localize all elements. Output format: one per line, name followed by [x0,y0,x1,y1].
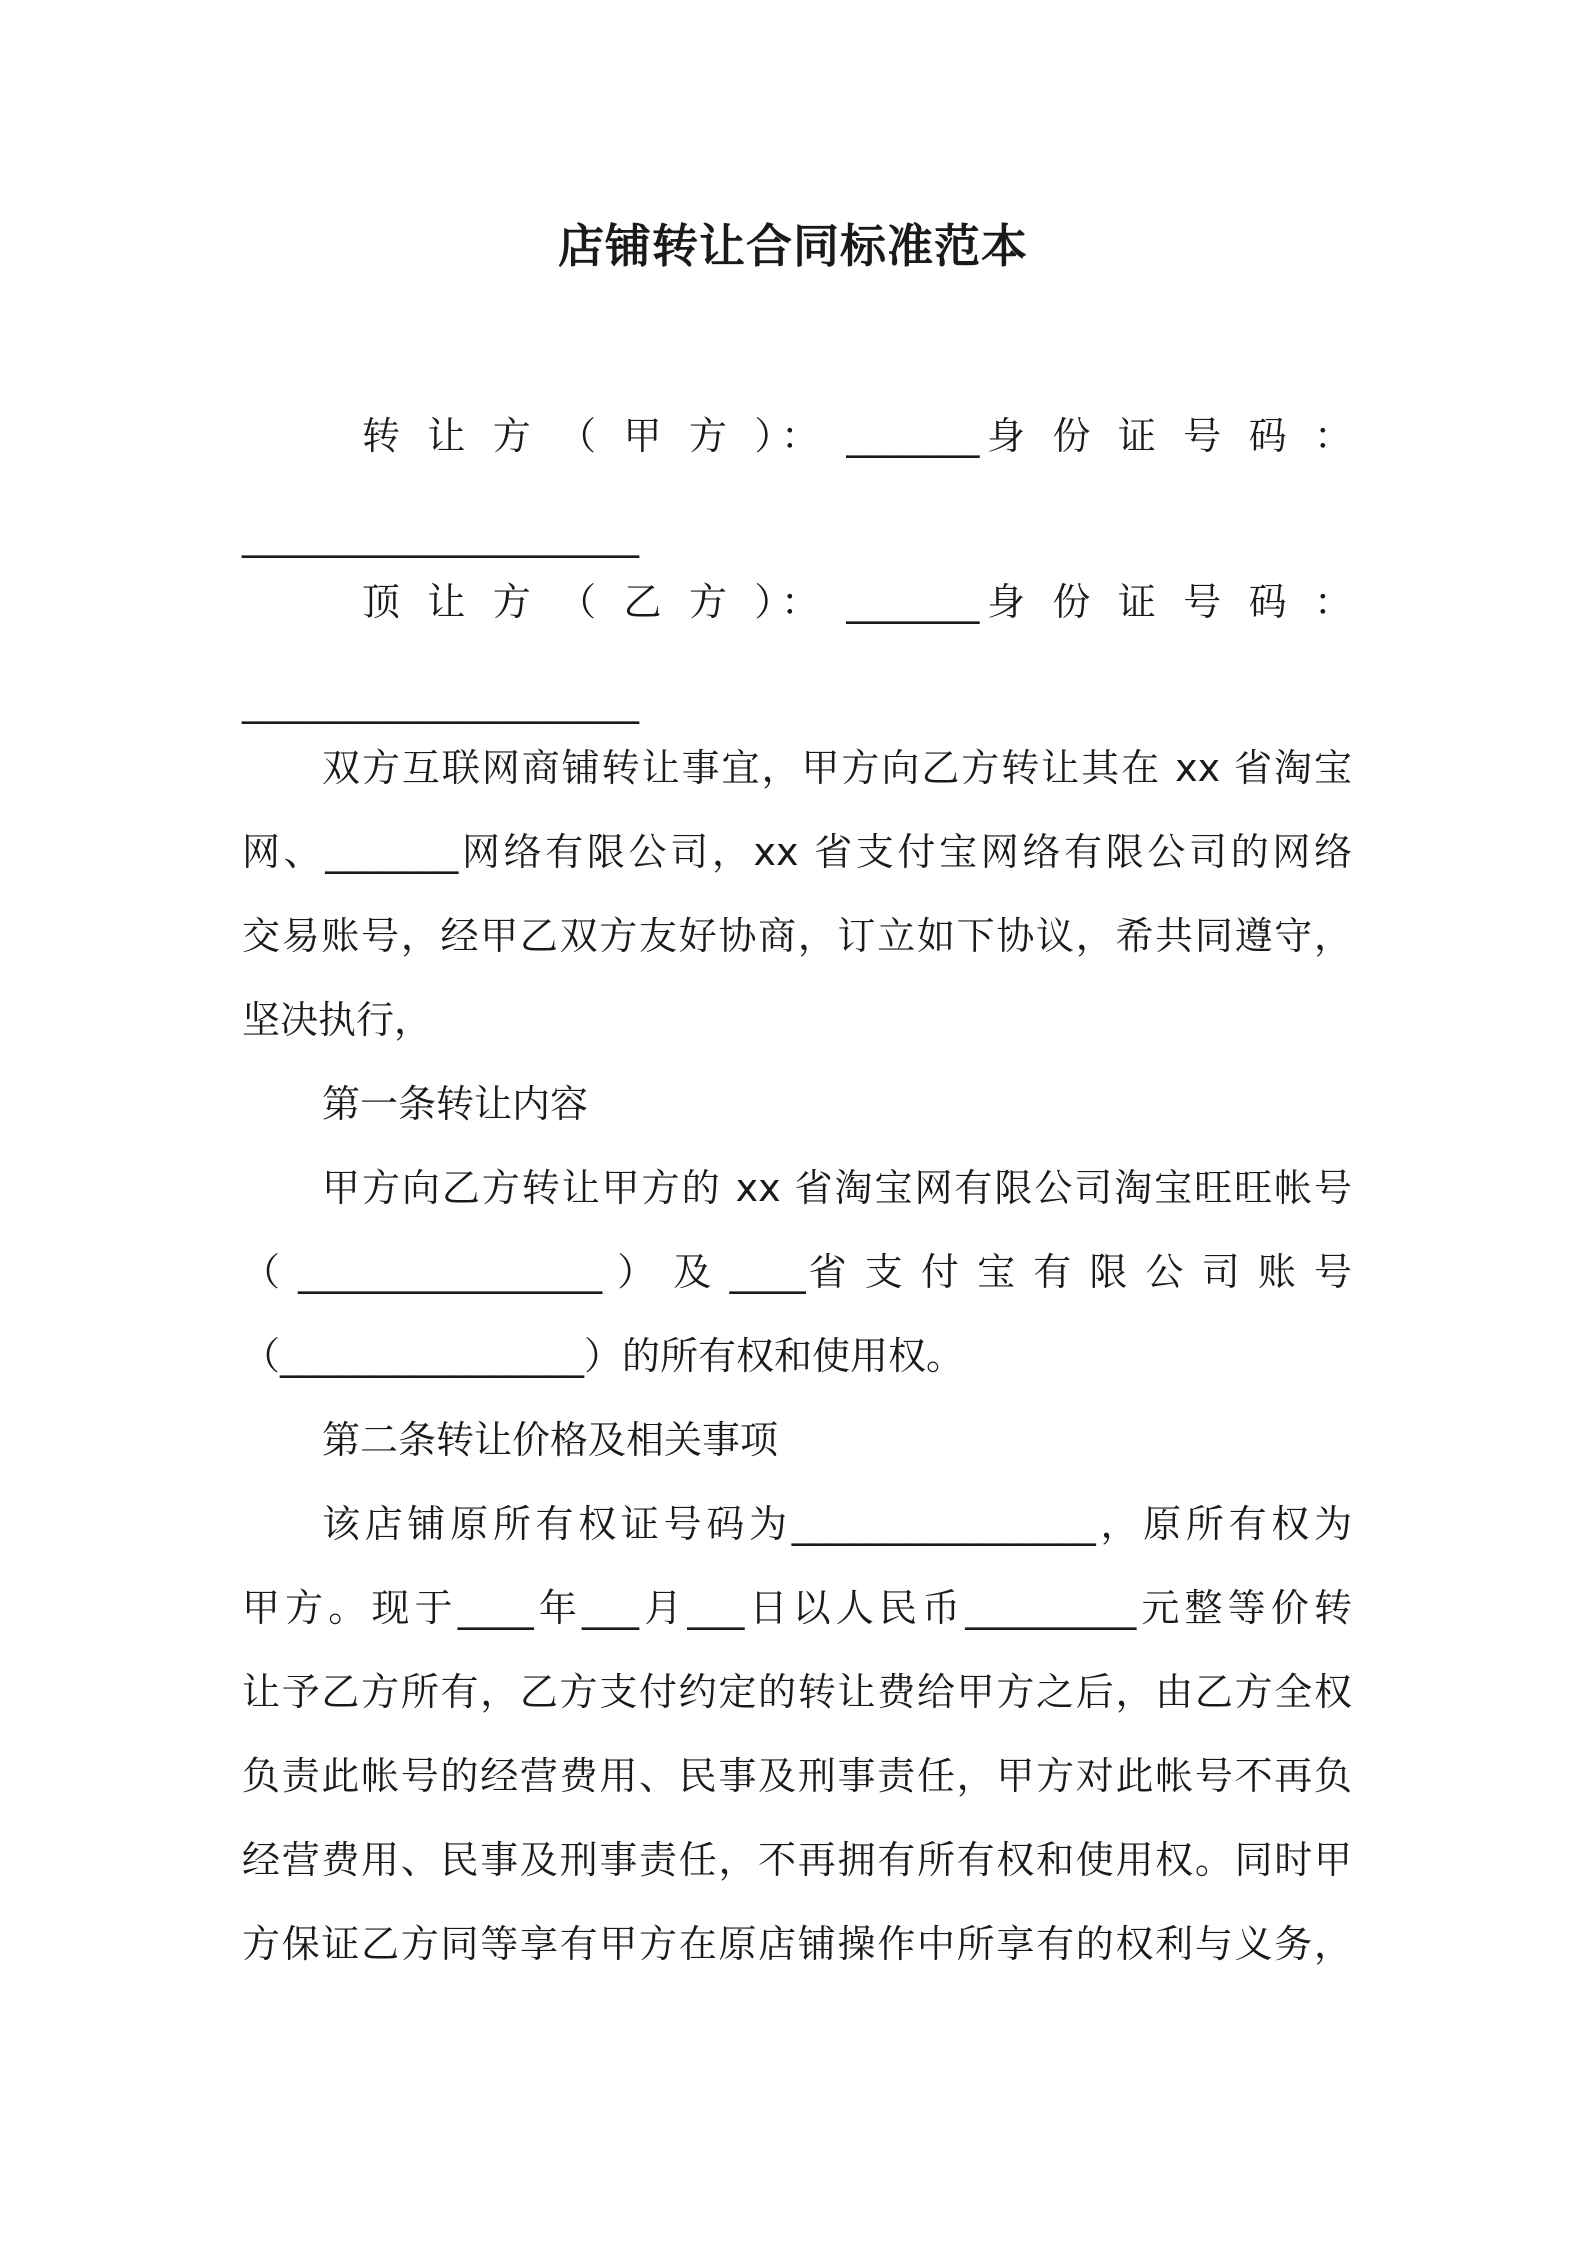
intro-line-2: 网、_______网络有限公司，xx 省支付宝网络有限公司的网络 [242,830,1352,874]
article-1-line-1: 甲方向乙方转让甲方的 xx 省淘宝网有限公司淘宝旺旺帐号 [322,1166,1352,1210]
article-1-line-3: （________________）的所有权和使用权。 [242,1334,965,1378]
party-b-id-blank: ______________________ [242,680,638,724]
article-2-line-2: 甲方。现于____年___月___日以人民币_________元整等价转 [242,1586,1352,1630]
article-1-line-2: （ ________________ ） 及 ____省 支 付 宝 有 限 公 司 账 号 [242,1250,1352,1294]
intro-line-1: 双方互联网商铺转让事宜，甲方向乙方转让其在 xx 省淘宝 [322,746,1352,790]
article-2-line-5: 经营费用、民事及刑事责任，不再拥有所有权和使用权。同时甲 [242,1838,1352,1882]
article-2-line-4: 负责此帐号的经营费用、民事及刑事责任，甲方对此帐号不再负 [242,1754,1352,1798]
article-2-line-1: 该店铺原所有权证号码为________________，原所有权为 [322,1502,1352,1546]
article-2-heading: 第二条转让价格及相关事项 [322,1418,779,1462]
article-1-heading: 第一条转让内容 [322,1082,589,1126]
party-b-line: 顶 让 方 （ 乙 方 ）： _______身 份 证 号 码 ： [362,580,1352,624]
document-title: 店铺转让合同标准范本 [558,219,1028,273]
party-a-line: 转 让 方 （ 甲 方 ）： _______身 份 证 号 码 ： [362,414,1352,458]
intro-line-3: 交易账号，经甲乙双方友好协商，订立如下协议，希共同遵守， [242,914,1352,958]
intro-line-4: 坚决执行， [242,998,433,1042]
article-2-line-6: 方保证乙方同等享有甲方在原店铺操作中所享有的权利与义务， [242,1922,1352,1966]
article-2-line-3: 让予乙方所有，乙方支付约定的转让费给甲方之后，由乙方全权 [242,1670,1352,1714]
party-a-id-blank: ______________________ [242,514,638,558]
